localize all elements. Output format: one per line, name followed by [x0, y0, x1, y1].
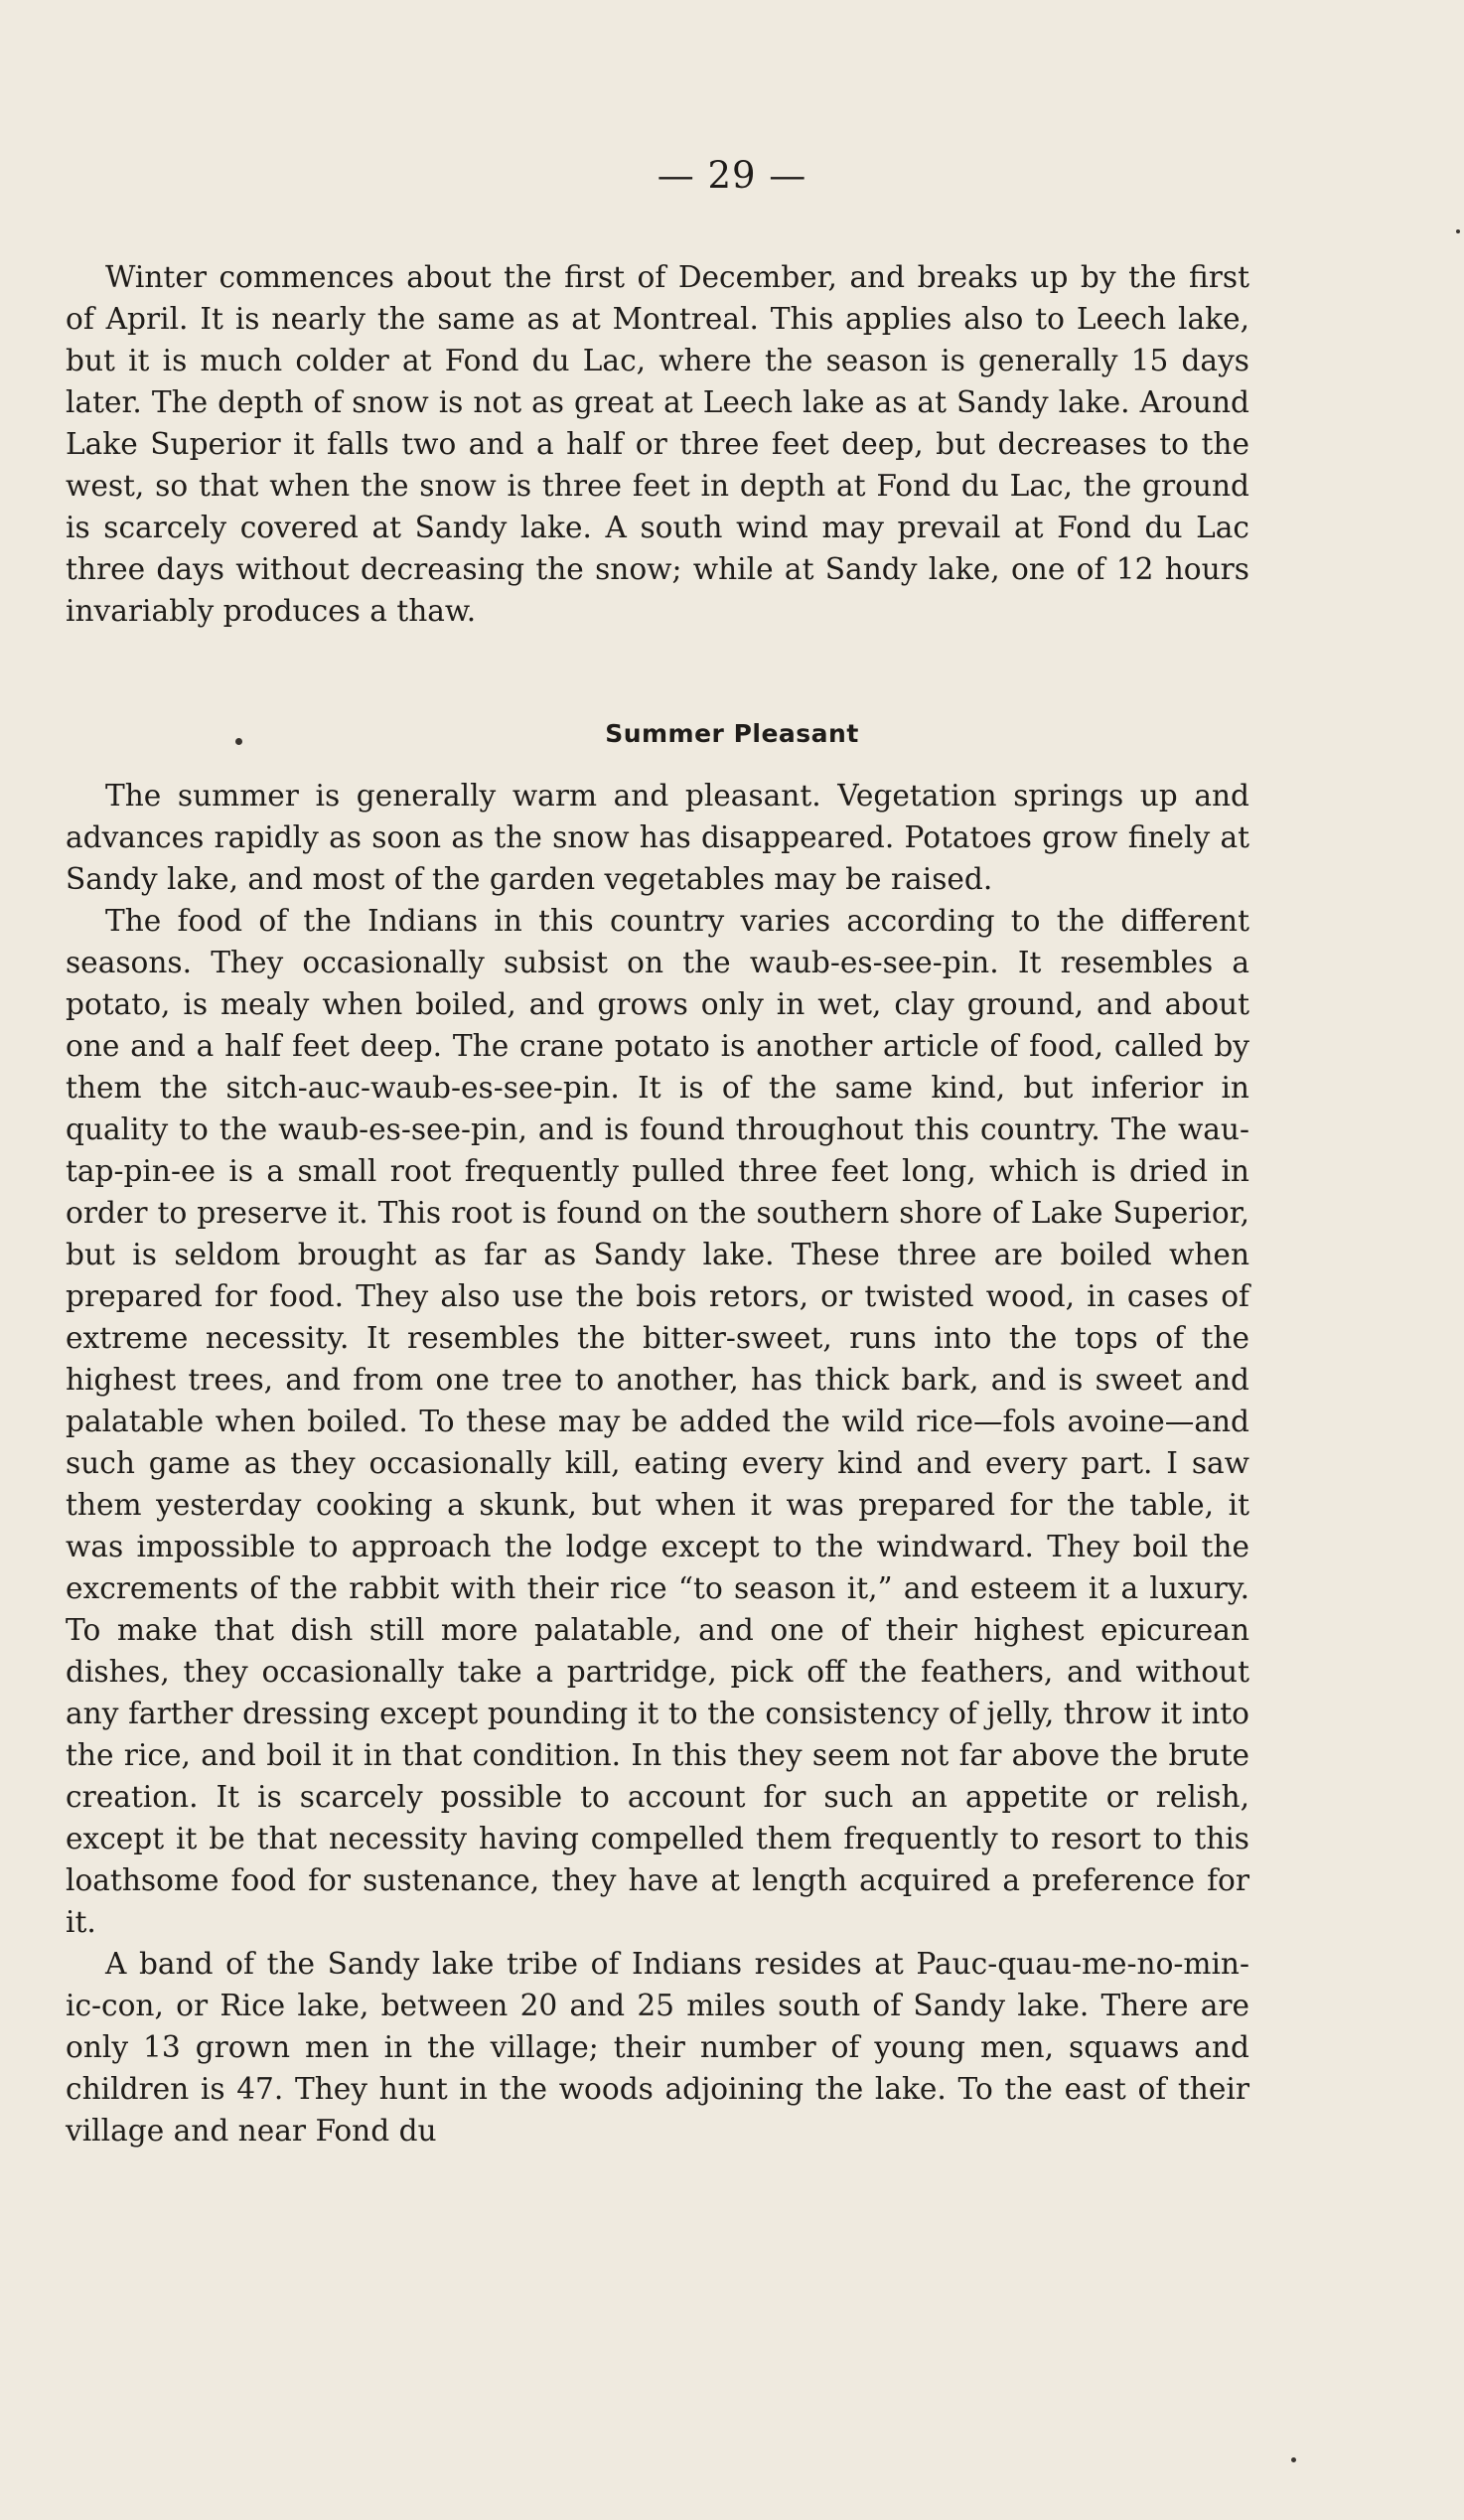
section-heading: Summer Pleasant: [605, 719, 859, 748]
intro-text-block: [66, 256, 1249, 632]
body-text-block: [66, 775, 1249, 2151]
paragraph-rice-lake: A band of the Sandy lake tribe of Indians resides at Pauc-quau-me-no-min-ic-con, or Rice lake, between 20 and 25 miles south of Sandy lake. There are only 13 grown men in the village; their number of young men, squaws and children is 47. They hunt in the woods adjoining the lake. To the east of their village and near Fond du: [66, 1947, 1249, 2148]
print-speck: [1291, 2457, 1296, 2462]
page-number: — 29 —: [657, 154, 807, 197]
print-speck: [1456, 229, 1460, 233]
paragraph-food: The food of the Indians in this country varies according to the different seasons. They occasionally subsist on the waub-es-see-pin. It resembles a potato, is mealy when boiled, and grows only in wet, clay ground, and about one and a half feet deep. The crane potato is another article of food, called by them the sitch-auc-waub-es-see-pin. It is of the same kind, but inferior in quality to the waub-es-see-pin, and is found throughout this country. The wau-tap-pin-ee is a small root frequently pulled three feet long, which is dried in order to preserve it. This root is found on the southern shore of Lake Superior, but is seldom brought as far as Sandy lake. These three are boiled when prepared for food. They also use the bois retors, or twisted wood, in cases of extreme necessity. It resembles the bitter-sweet, runs into the tops of the highest trees, and from one tree to another, has thick bark, and is sweet and palatable when boiled. To these may be added the wild rice—fols avoine—and such game as they occasionally kill, eating every kind and every part. I saw them yesterday cooking a skunk, but when it was prepared for the table, it was impossible to approach the lodge except to the windward. They boil the excrements of the rabbit with their rice “to season it,” and esteem it a luxury. To make that dish still more palatable, and one of their highest epicurean dishes, they occasionally take a partridge, pick off the feathers, and without any farther dressing except pounding it to the consistency of jelly, throw it into the rice, and boil it in that condition. In this they seem not far above the brute creation. It is scarcely possible to account for such an appetite or relish, except it be that necessity having compelled them frequently to resort to this loathsome food for sustenance, they have at length acquired a preference for it.: [66, 904, 1249, 1939]
paragraph-summer: The summer is generally warm and pleasant. Vegetation springs up and advances rapidly as soon as the snow has disappeared. Potatoes grow finely at Sandy lake, and most of the garden vegetables may be raised.: [66, 779, 1249, 896]
paragraph-winter: Winter commences about the first of December, and breaks up by the first of April. It is nearly the same as at Montreal. This applies also to Leech lake, but it is much colder at Fond du Lac, where the season is generally 15 days later. The depth of snow is not as great at Leech lake as at Sandy lake. Around Lake Superior it falls two and a half or three feet deep, but decreases to the west, so that when the snow is three feet in depth at Fond du Lac, the ground is scarcely covered at Sandy lake. A south wind may prevail at Fond du Lac three days without decreasing the snow; while at Sandy lake, one of 12 hours invariably produces a thaw.: [66, 260, 1249, 628]
